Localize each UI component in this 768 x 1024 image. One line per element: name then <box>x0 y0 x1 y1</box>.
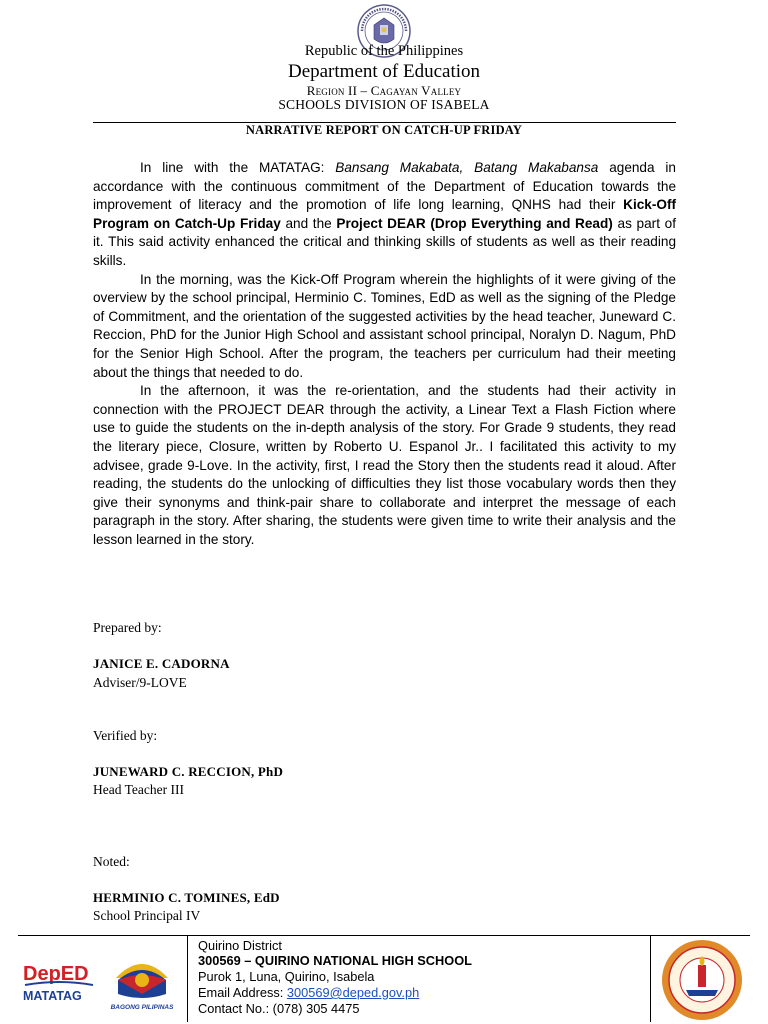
prepared-role: Adviser/9-LOVE <box>93 675 187 690</box>
footer-divider-left <box>187 936 188 1022</box>
header-department: Department of Education <box>287 61 481 82</box>
verified-label: Verified by: <box>93 728 158 743</box>
header-region: Region II – Cagayan Valley <box>306 83 462 98</box>
prepared-name: JANICE E. CADORNA <box>93 656 230 671</box>
noted-name: HERMINIO C. TOMINES, EdD <box>93 890 280 905</box>
school-seal-logo <box>660 938 744 1022</box>
footer-contact: Contact No.: (078) 305 4475 <box>198 1001 360 1016</box>
report-body <box>93 159 676 549</box>
footer-divider-right <box>650 936 651 1022</box>
verified-role: Head Teacher III <box>93 782 184 797</box>
p1-text-c: agenda in accordance with the continuous commitment of the Department of Education towards the improvement of literacy and the promotion of life long learning, QNHS had their <box>93 160 676 213</box>
p1-dear-bold: Project DEAR (Drop Everything and Read) <box>336 215 613 231</box>
report-title: NARRATIVE REPORT ON CATCH-UP FRIDAY <box>245 123 523 137</box>
header-division: SCHOOLS DIVISION OF ISABELA <box>278 97 490 112</box>
noted-role: School Principal IV <box>93 908 201 923</box>
p1-text-g: as part of it. This said activity enhanced the critical and thinking skills of students as well as their reading skills. <box>93 215 676 268</box>
paragraph-2: In the morning, was the Kick-Off Program wherein the highlights of it were giving of the overview by the school principal, Herminio C. Tomines, EdD as well as the signing of the Pledge of Commitment, and the orientation of the suggested activities by the head teacher, Juneward C. Reccion, PhD for the Junior High School and assistant school principal, Noralyn D. Nagum, PhD for the Senior High School. After the program, the teachers per curriculum had their meeting about the things that needed to do. <box>93 271 676 380</box>
p1-text-e: and the <box>280 215 337 231</box>
noted-label: Noted: <box>93 854 130 869</box>
footer-school-name: 300569 – QUIRINO NATIONAL HIGH SCHOOL <box>198 953 473 968</box>
paragraph-3: In the afternoon, it was the re-orientation, and the students had their activity in connection with the PROJECT DEAR through the activity, a Linear Text a Flash Fiction where use to guide the students on the in-depth analysis of the story. For Grade 9 students, they read the literary piece, Closure, written by Roberto U. Espanol Jr.. I facilitated this activity to my advisee, grade 9-Love. In the activity, first, I read the Story then the students read it aloud. After reading, the students do the unlocking of difficulties they list those vocabulary words then they give their synonyms and think-pair share to collaborate and interpret the message of each paragraph in the story. After sharing, the students were given time to write their analysis and the lesson learned in the story. <box>93 383 676 547</box>
deped-logo-text: DepED <box>23 963 89 985</box>
bagong-pilipinas-logo <box>106 948 178 1012</box>
footer-email-line <box>198 985 419 1000</box>
footer-rule <box>18 935 750 936</box>
footer-email-label: Email Address: <box>198 985 287 1000</box>
p1-kickoff-bold: Kick-Off Program on Catch-Up Friday <box>93 197 676 231</box>
header-republic: Republic of the Philippines <box>304 43 464 59</box>
matatag-text: MATATAG <box>23 989 82 1003</box>
footer-address: Purok 1, Luna, Quirino, Isabela <box>198 969 375 984</box>
footer-district: Quirino District <box>198 938 282 953</box>
p1-agenda-italic: Bansang Makabata, Batang Makabansa <box>335 160 599 175</box>
prepared-label: Prepared by: <box>93 620 162 635</box>
verified-name: JUNEWARD C. RECCION, PhD <box>93 764 284 779</box>
footer-email-link[interactable]: 300569@deped.gov.ph <box>286 985 420 1000</box>
p1-text-a: In line with the MATATAG: <box>140 160 336 175</box>
bagong-pilipinas-text: BAGONG PILIPINAS <box>110 1004 174 1011</box>
paragraph-1 <box>93 159 676 271</box>
deped-matatag-logo <box>22 956 96 1010</box>
